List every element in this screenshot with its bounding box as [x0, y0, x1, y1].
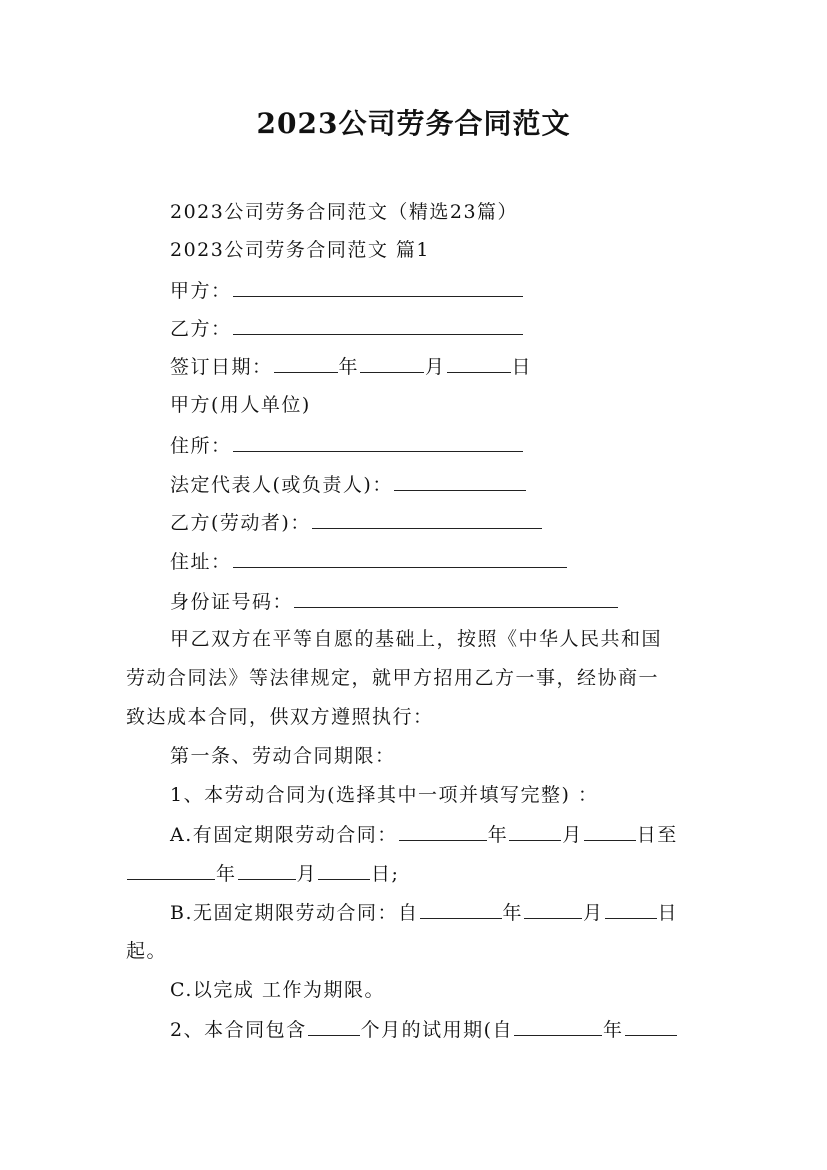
article1-heading: 第一条、劳动合同期限：	[170, 745, 396, 767]
month-char: 月	[562, 824, 583, 846]
year-char: 年	[603, 1019, 624, 1041]
year-char: 年	[487, 824, 509, 846]
party-b-worker-label: 乙方(劳动者)：	[170, 512, 311, 534]
probation-months-blank	[308, 1017, 360, 1036]
clause-a-line-2	[126, 861, 399, 886]
clause-a-end-month-blank	[238, 861, 296, 880]
clause-c: C.以完成 工作为期限。	[170, 979, 385, 1001]
clause-b-day-blank	[605, 900, 657, 919]
residence-line	[170, 433, 524, 458]
sign-year-blank	[274, 354, 338, 373]
day-char: 日	[511, 356, 533, 378]
address-label: 住址：	[170, 551, 232, 573]
month-char: 月	[425, 356, 446, 378]
legal-rep-line	[170, 472, 527, 497]
clause2-start: 2、本合同包含	[170, 1019, 307, 1041]
document-subtitle: 2023公司劳务合同范文（精选23篇）	[170, 201, 519, 223]
probation-year-blank	[514, 1017, 602, 1036]
residence-label: 住所：	[170, 435, 232, 457]
sign-date-line	[170, 354, 532, 379]
legal-rep-blank	[394, 472, 526, 491]
clause-a-start-year-blank	[399, 822, 487, 841]
party-b-label: 乙方：	[170, 318, 232, 340]
month-char: 月	[296, 863, 318, 885]
clause-b-line	[170, 900, 678, 925]
probation-month-blank	[625, 1017, 677, 1036]
clause-a-end-day-blank	[318, 861, 370, 880]
preamble-line-1: 甲乙双方在平等自愿的基础上，按照《中华人民共和国	[170, 628, 663, 650]
party-a-line	[170, 278, 524, 303]
document-title: 2023公司劳务合同范文	[256, 107, 571, 140]
year-char: 年	[502, 902, 524, 924]
party-b-line	[170, 316, 524, 341]
clause-a-to: 日至	[636, 824, 678, 846]
clause2-mid: 个月的试用期(自	[360, 1019, 514, 1041]
party-b-blank	[233, 316, 523, 335]
clause-b-year-blank	[420, 900, 502, 919]
party-b-worker-blank	[312, 510, 542, 529]
day-char: 日	[657, 902, 679, 924]
clause-b-end: 起。	[126, 940, 168, 962]
party-b-worker-line	[170, 510, 543, 535]
id-number-line	[170, 589, 619, 614]
legal-rep-label: 法定代表人(或负责人)：	[170, 474, 393, 496]
clause-a-start-day-blank	[584, 822, 636, 841]
id-number-label: 身份证号码：	[170, 591, 294, 613]
party-a-employer: 甲方(用人单位)	[170, 394, 311, 416]
year-char: 年	[338, 356, 360, 378]
preamble-line-3: 致达成本合同，供双方遵照执行：	[126, 706, 434, 728]
id-number-blank	[294, 589, 618, 608]
address-blank	[233, 549, 567, 568]
clause-b-month-blank	[524, 900, 582, 919]
year-char: 年	[216, 863, 237, 885]
address-line	[170, 549, 568, 574]
party-a-blank	[233, 278, 523, 297]
party-a-label: 甲方：	[170, 280, 232, 302]
section-heading: 2023公司劳务合同范文 篇1	[170, 239, 430, 261]
clause1-intro: 1、本劳动合同为(选择其中一项并填写完整) ：	[170, 784, 599, 806]
preamble-line-2: 劳动合同法》等法律规定，就甲方招用乙方一事，经协商一	[126, 667, 660, 689]
month-char: 月	[583, 902, 604, 924]
clause-b-label: B.无固定期限劳动合同：自	[170, 902, 419, 924]
sign-day-blank	[447, 354, 511, 373]
clause-a-end: 日;	[371, 863, 400, 885]
clause-a-line	[170, 822, 678, 847]
sign-date-label: 签订日期：	[170, 356, 273, 378]
clause-a-end-year-blank	[127, 861, 215, 880]
clause-a-start-month-blank	[509, 822, 561, 841]
clause2-line	[170, 1017, 678, 1042]
residence-blank	[233, 433, 523, 452]
sign-month-blank	[360, 354, 424, 373]
clause-a-label: A.有固定期限劳动合同：	[170, 824, 398, 846]
